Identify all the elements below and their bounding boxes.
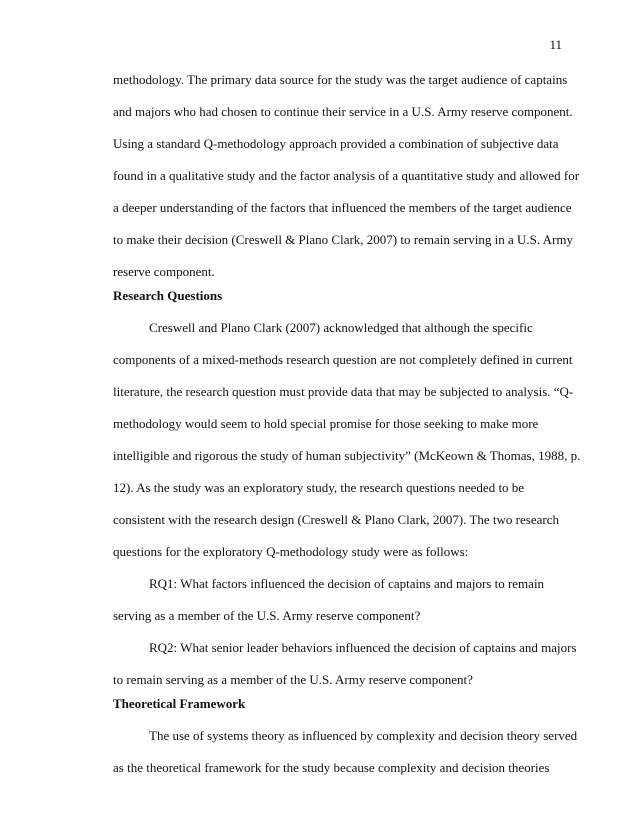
body-text-line: 12). As the study was an exploratory study, the research questions needed to be bbox=[113, 480, 525, 495]
body-text-line: The use of systems theory as influenced by complexity and decision theory served bbox=[149, 728, 578, 743]
research-question-2: to remain serving as a member of the U.S. Army reserve component? bbox=[113, 672, 473, 687]
body-text-line: methodology would seem to hold special promise for those seeking to make more bbox=[113, 416, 539, 431]
page-number: 11 bbox=[549, 37, 562, 52]
body-text-line: intelligible and rigorous the study of human subjectivity” (McKeown & Thomas, 1988, p. bbox=[113, 448, 581, 463]
body-text-line: reserve component. bbox=[113, 264, 215, 279]
body-text-line: as the theoretical framework for the study because complexity and decision theories bbox=[113, 760, 550, 775]
body-text-line: Using a standard Q-methodology approach provided a combination of subjective data bbox=[113, 136, 559, 151]
section-heading-theoretical-framework: Theoretical Framework bbox=[113, 696, 246, 711]
body-text-line: consistent with the research design (Creswell & Plano Clark, 2007). The two research bbox=[113, 512, 559, 527]
body-text-line: components of a mixed-methods research question are not completely defined in current bbox=[113, 352, 573, 367]
research-question-2: RQ2: What senior leader behaviors influenced the decision of captains and majors bbox=[149, 640, 577, 655]
body-text-line: and majors who had chosen to continue their service in a U.S. Army reserve component. bbox=[113, 104, 573, 119]
body-text-line: questions for the exploratory Q-methodology study were as follows: bbox=[113, 544, 469, 559]
body-text-line: Creswell and Plano Clark (2007) acknowledged that although the specific bbox=[149, 320, 533, 335]
body-text-line: found in a qualitative study and the factor analysis of a quantitative study and allowed for bbox=[113, 168, 580, 183]
section-heading-research-questions: Research Questions bbox=[113, 288, 223, 303]
body-text-line: a deeper understanding of the factors that influenced the members of the target audience bbox=[113, 200, 572, 215]
research-question-1: RQ1: What factors influenced the decision of captains and majors to remain bbox=[149, 576, 545, 591]
body-text-line: to make their decision (Creswell & Plano Clark, 2007) to remain serving in a U.S. Army bbox=[113, 232, 573, 247]
research-question-1: serving as a member of the U.S. Army reserve component? bbox=[113, 608, 421, 623]
body-text-line: methodology. The primary data source for the study was the target audience of captains bbox=[113, 72, 568, 87]
body-text-line: literature, the research question must provide data that may be subjected to analysis. “Q- bbox=[113, 384, 574, 399]
